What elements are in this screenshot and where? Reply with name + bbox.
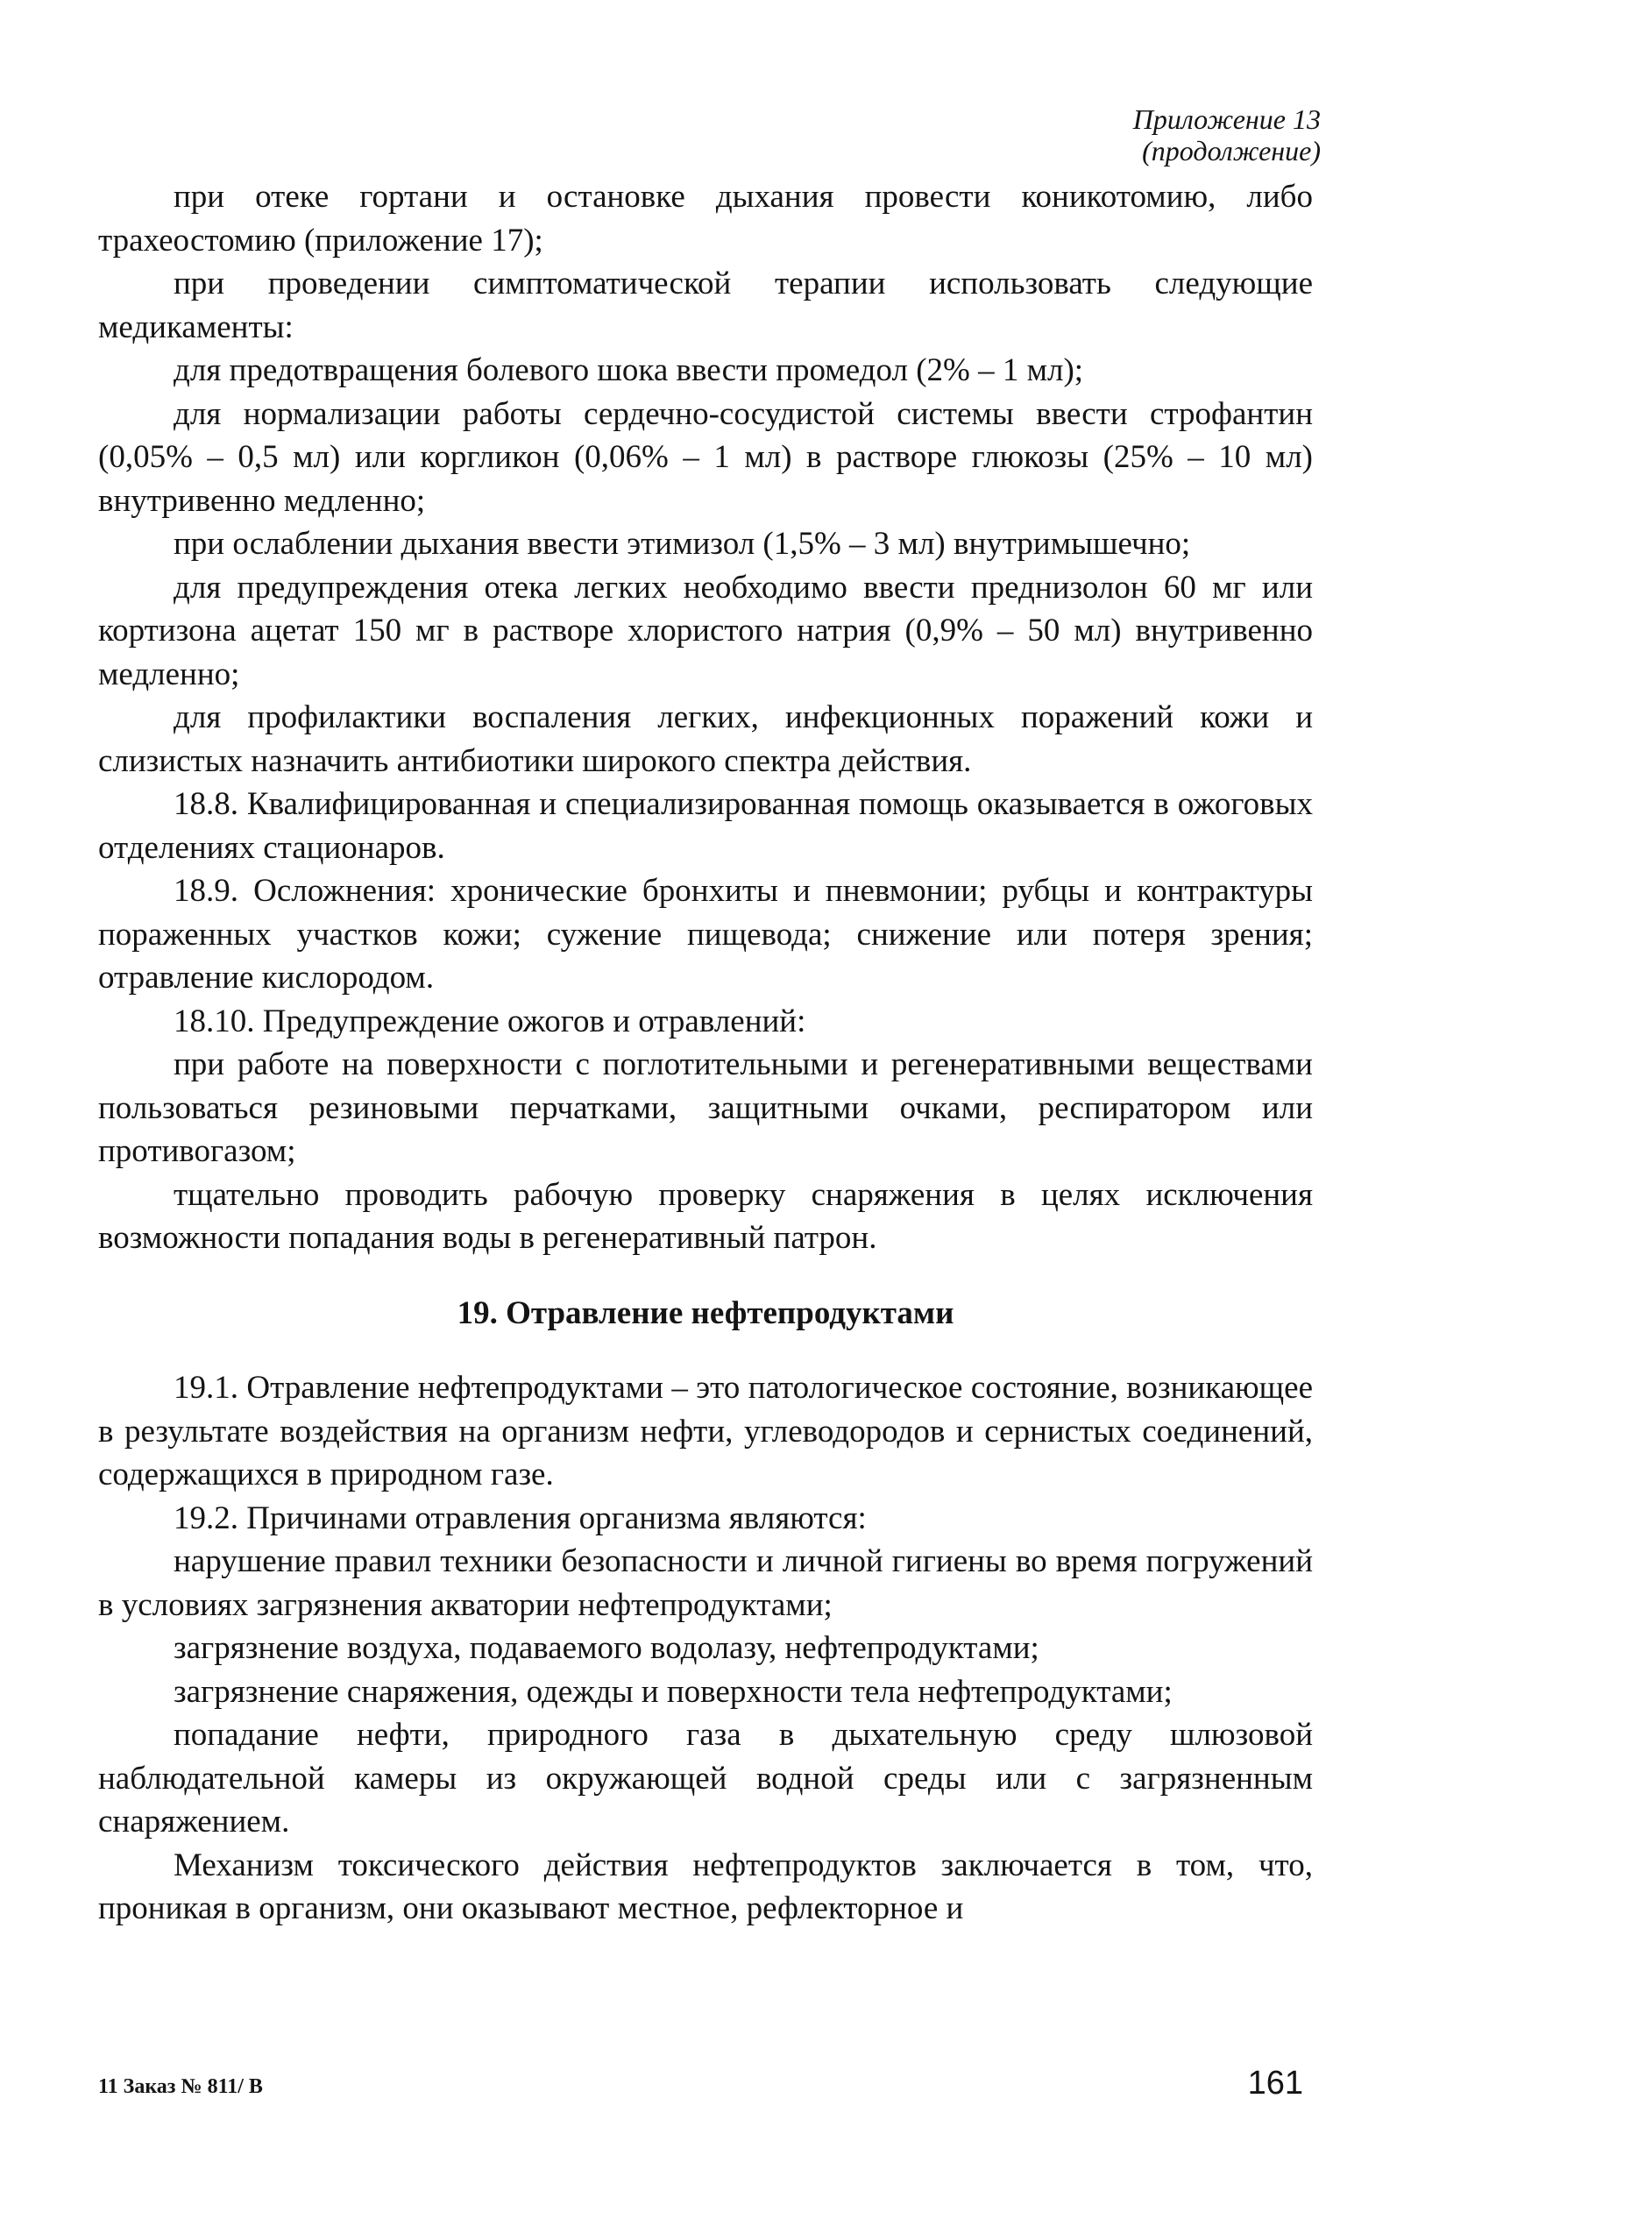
paragraph: 18.8. Квалифицированная и специализированная помощь оказывается в ожоговых отделениях стационаров. [98, 786, 1313, 866]
paragraph: для профилактики воспаления легких, инфекционных поражений кожи и слизистых назначить антибиотики широкого спектра действия. [98, 699, 1313, 779]
section-heading: 19. Отравление нефтепродуктами [457, 1294, 954, 1331]
appendix-title: Приложение 13 [1132, 103, 1321, 135]
paragraph: Механизм токсического действия нефтепродуктов заключается в том, что, проникая в организм, они оказывают местное, рефлекторное и [98, 1847, 1313, 1926]
paragraph: загрязнение снаряжения, одежды и поверхности тела нефтепродуктами; [174, 1673, 1173, 1710]
page-number: 161 [1247, 2065, 1303, 2102]
paragraph: тщательно проводить рабочую проверку снаряжения в целях исключения возможности попадания воды в регенеративный патрон. [98, 1176, 1313, 1256]
appendix-continuation: (продолжение) [1142, 135, 1321, 167]
paragraph: при отеке гортани и остановке дыхания провести коникотомию, либо трахеостомию (приложение 17); [98, 179, 1313, 259]
body-text [98, 175, 1313, 1931]
paragraph: загрязнение воздуха, подаваемого водолазу, нефтепродуктами; [174, 1630, 1039, 1666]
paragraph: 19.2. Причинами отравления организма являются: [174, 1499, 867, 1536]
paragraph: для предупреждения отека легких необходимо ввести преднизолон 60 мг или кортизона ацетат 150 мг в растворе хлористого натрия (0,9% – 50 мл) внутривенно медленно; [98, 569, 1313, 692]
paragraph: 18.10. Предупреждение ожогов и отравлений: [174, 1003, 806, 1039]
paragraph: при проведении симптоматической терапии использовать следующие медикаменты: [98, 266, 1313, 345]
paragraph: для нормализации работы сердечно-сосудистой системы ввести строфантин (0,05% – 0,5 мл) или коргликон (0,06% – 1 мл) в растворе глюкозы (25% – 10 мл) внутривенно медленно; [98, 395, 1313, 519]
paragraph: при работе на поверхности с поглотительными и регенеративными веществами пользоваться резиновыми перчатками, защитными очками, респиратором или противогазом; [98, 1046, 1313, 1169]
paragraph: 19.1. Отравление нефтепродуктами – это патологическое состояние, возникающее в результате воздействия на организм нефти, углеводородов и сернистых соединений, содержащихся в природном газе. [98, 1370, 1313, 1492]
paragraph: для предотвращения болевого шока ввести промедол (2% – 1 мл); [174, 352, 1084, 388]
paragraph: попадание нефти, природного газа в дыхательную среду шлюзовой наблюдательной камеры из окружающей водной среды или с загрязненным снаряжением. [98, 1717, 1313, 1840]
print-order-mark: 11 Заказ № 811/ В [98, 2075, 263, 2098]
paragraph: при ослаблении дыхания ввести этимизол (1,5% – 3 мл) внутримышечно; [174, 526, 1191, 562]
appendix-header [1133, 103, 1321, 167]
paragraph: нарушение правил техники безопасности и личной гигиены во время погружений в условиях загрязнения акватории нефтепродуктами; [98, 1543, 1313, 1623]
paragraph: 18.9. Осложнения: хронические бронхиты и пневмонии; рубцы и контрактуры пораженных участков кожи; сужение пищевода; снижение или потеря зрения; отравление кислородом. [98, 873, 1313, 996]
